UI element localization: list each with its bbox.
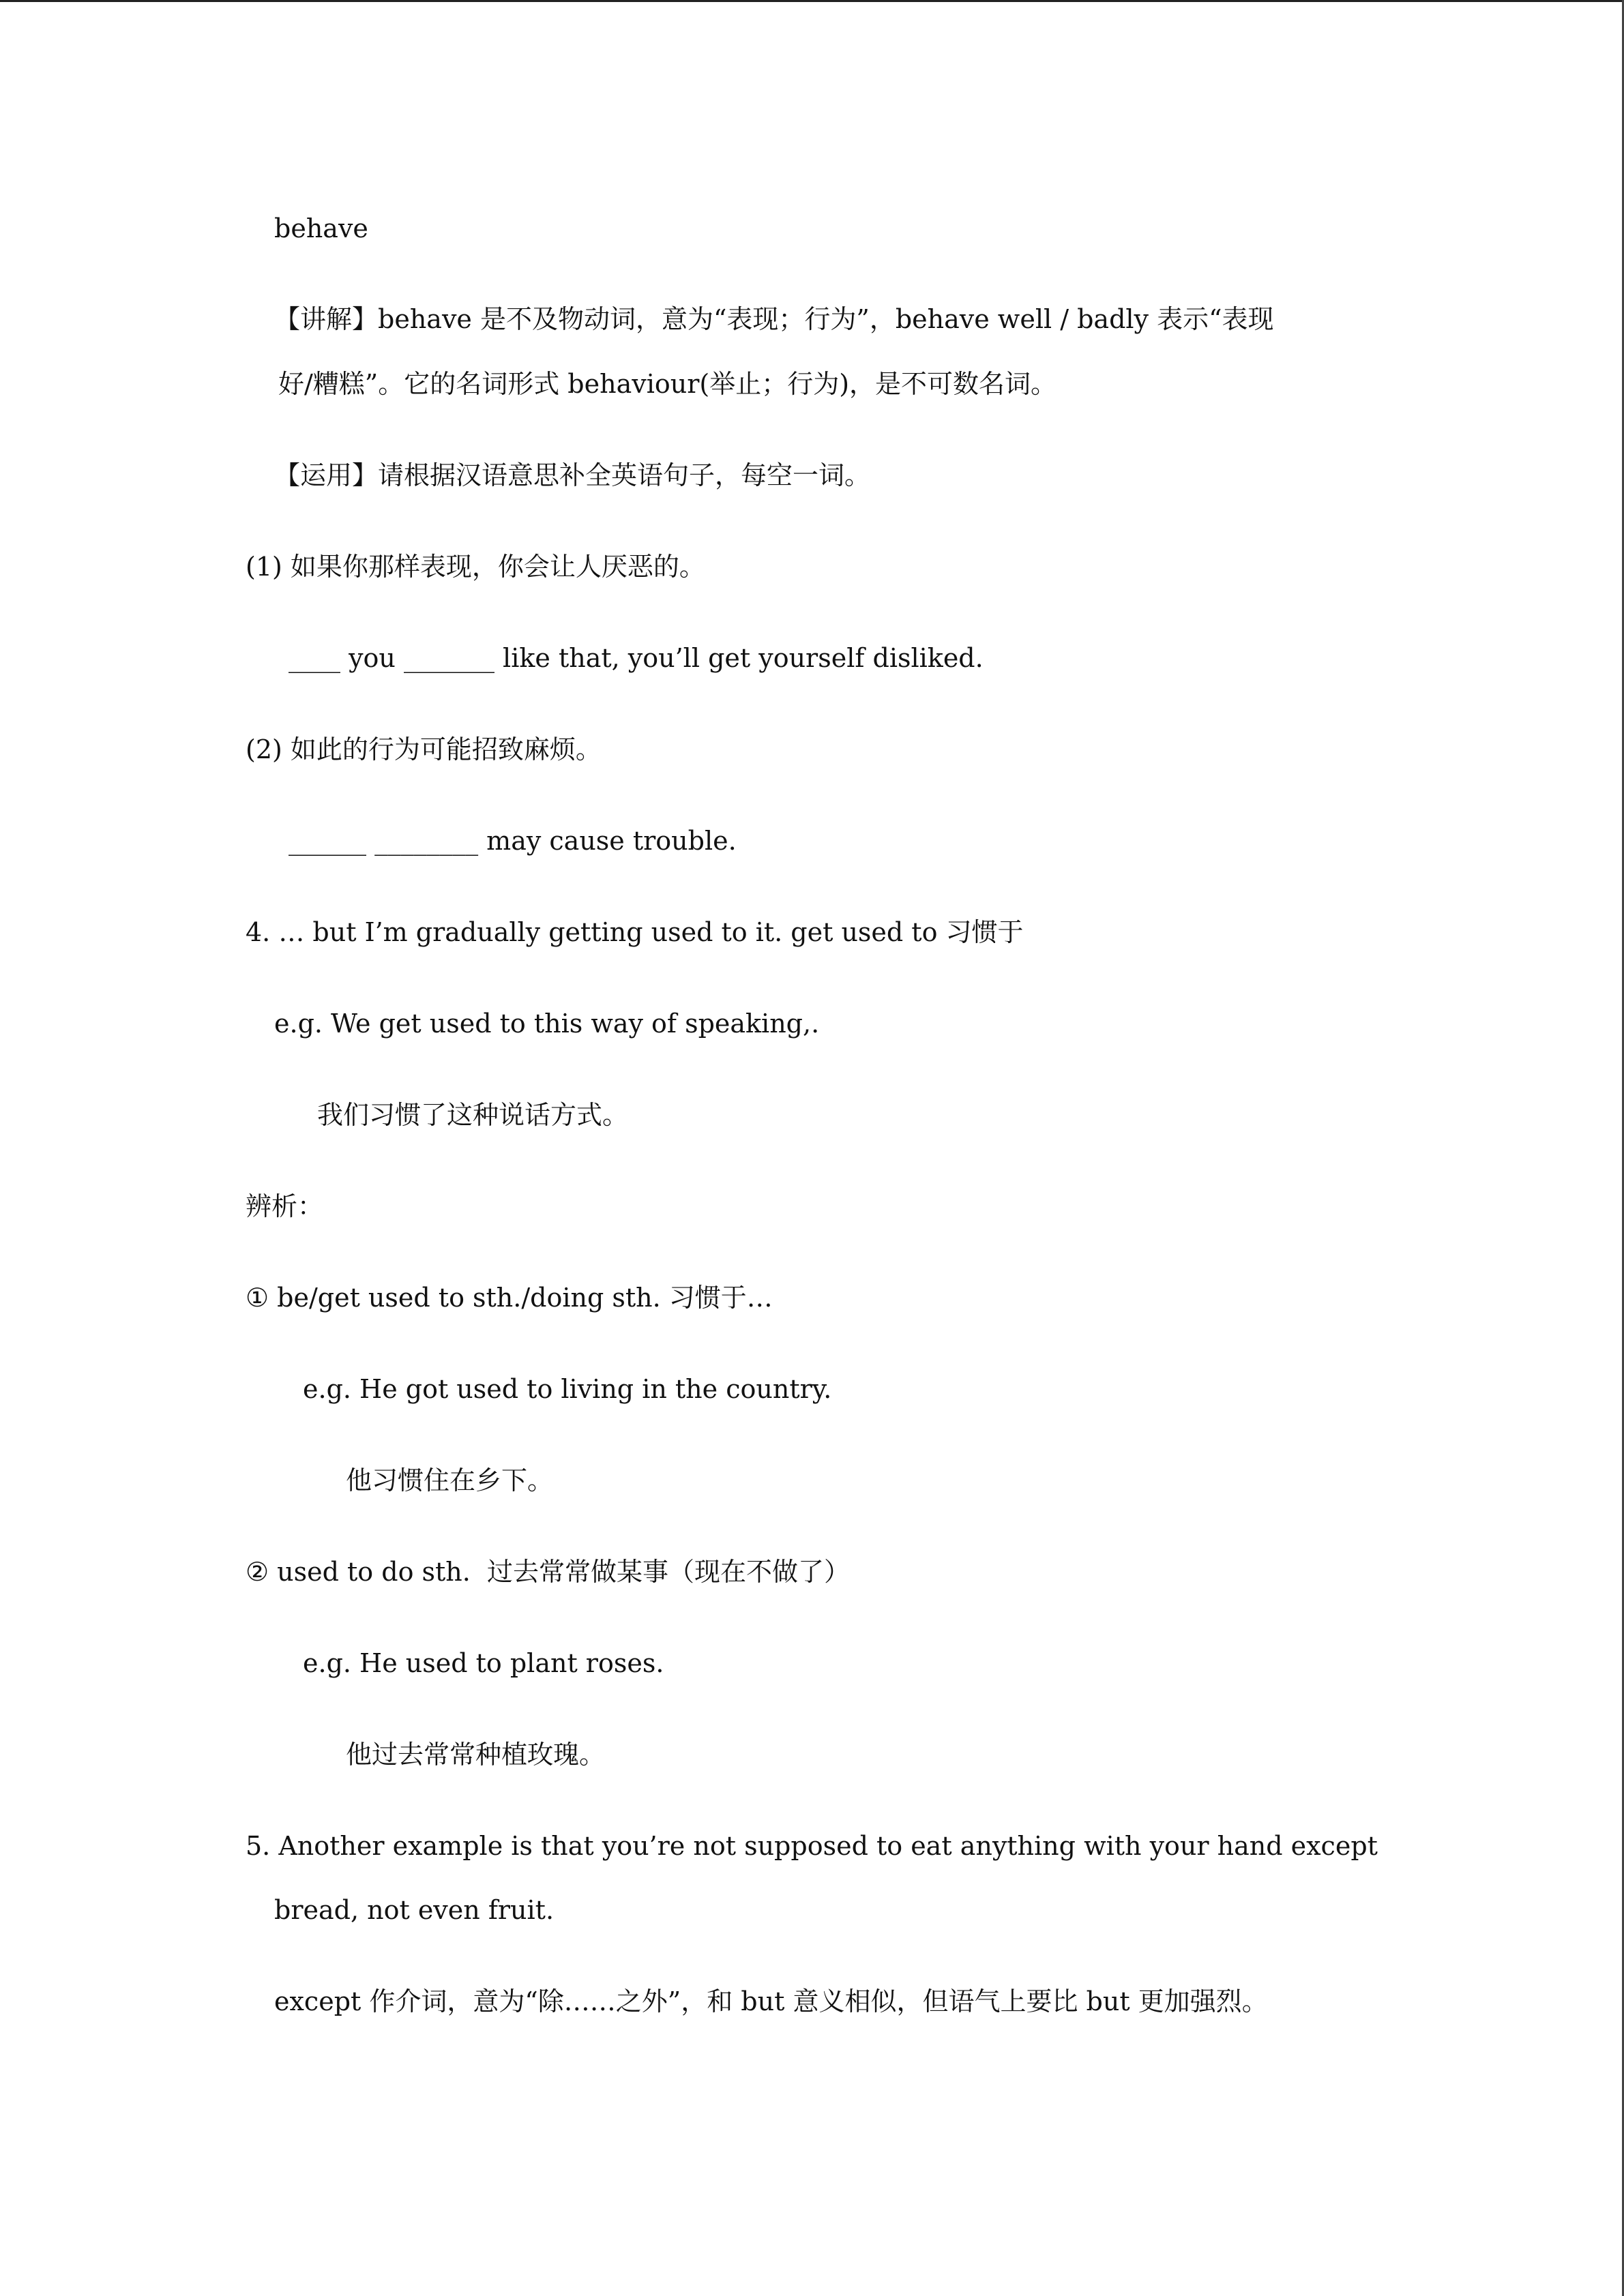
page-top-border (0, 0, 1624, 2)
analysis-point-1-example: e.g. He got used to living in the country. (303, 1374, 832, 1404)
exercise-1-prompt: (1) 如果你那样表现，你会让人厌恶的。 (246, 552, 705, 582)
analysis-point-2-translation: 他过去常常种植玫瑰。 (346, 1740, 606, 1770)
exercise-instruction: 【运用】请根据汉语意思补全英语句子，每空一词。 (274, 460, 871, 490)
exercise-2-sentence: ______ ________ may cause trouble. (289, 826, 737, 856)
explanation-line-2: 好/糟糕”。它的名词形式 behaviour(举止；行为)，是不可数名词。 (278, 369, 1057, 399)
analysis-point-1: ① be/get used to sth./doing sth. 习惯于… (246, 1283, 773, 1313)
item-4-heading: 4. … but I’m gradually getting used to it. get used to 习惯于 (246, 917, 1024, 947)
item-4-example: e.g. We get used to this way of speaking,. (274, 1009, 820, 1039)
item-5-line-2: bread, not even fruit. (274, 1895, 555, 1925)
analysis-point-1-translation: 他习惯住在乡下。 (346, 1465, 554, 1495)
analysis-point-2: ② used to do sth. 过去常常做某事（现在不做了） (246, 1557, 851, 1587)
analysis-label: 辨析： (246, 1191, 324, 1221)
item-5-line-1: 5. Another example is that you’re not supposed to eat anything with your hand except (246, 1831, 1378, 1861)
item-4-translation: 我们习惯了这种说话方式。 (317, 1100, 629, 1130)
analysis-point-2-example: e.g. He used to plant roses. (303, 1648, 664, 1678)
explanation-line-1: 【讲解】behave 是不及物动词，意为“表现；行为”，behave well / badly 表示“表现 (274, 304, 1274, 334)
heading-behave: behave (274, 213, 368, 243)
except-explanation: except 作介词，意为“除……之外”，和 but 意义相似，但语气上要比 but 更加强烈。 (274, 1986, 1268, 2016)
exercise-1-sentence: ____ you _______ like that, you’ll get yourself disliked. (289, 643, 984, 673)
exercise-2-prompt: (2) 如此的行为可能招致麻烦。 (246, 734, 602, 764)
